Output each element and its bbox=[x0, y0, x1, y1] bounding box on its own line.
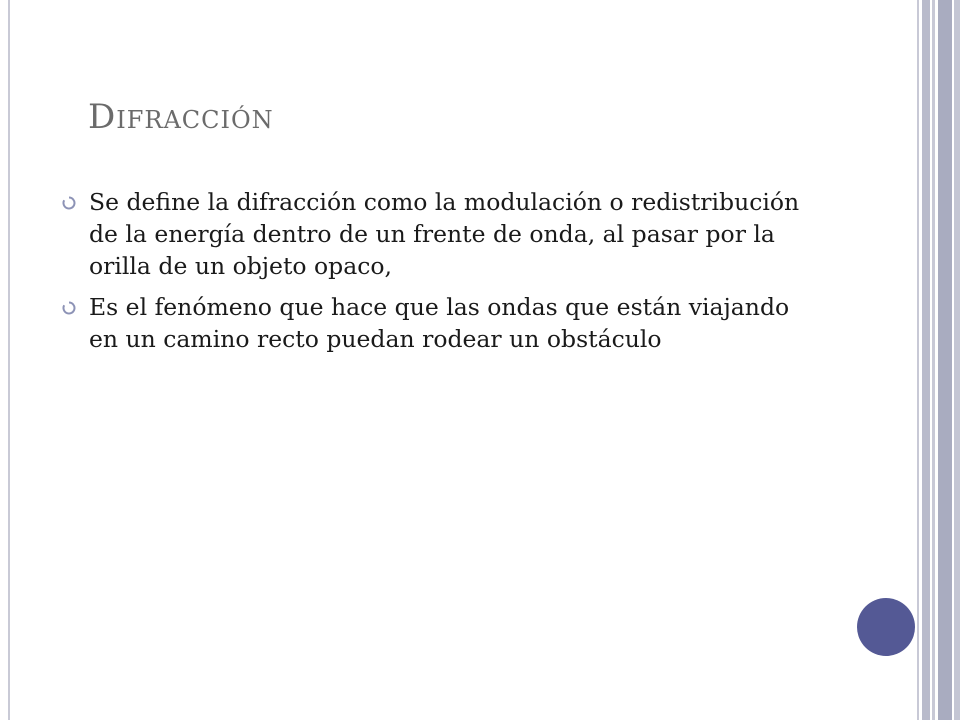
bullet-item bbox=[60, 186, 820, 282]
slide-title: Difracción bbox=[88, 97, 274, 137]
side-bar-decoration bbox=[922, 0, 930, 720]
frame-border bbox=[8, 0, 10, 720]
circle-icon bbox=[857, 598, 915, 656]
ring-bullet-icon bbox=[62, 301, 76, 315]
side-bar-decoration bbox=[917, 0, 919, 720]
bullet-text: Es el fenómeno que hace que las ondas que están viajando en un camino recto puedan rodear un obstáculo bbox=[89, 293, 790, 353]
bullet-item bbox=[60, 291, 820, 355]
side-bar-decoration bbox=[954, 0, 960, 720]
ring-bullet-icon bbox=[62, 196, 76, 210]
bullet-list bbox=[60, 186, 820, 364]
bullet-text: Se define la difracción como la modulación o redistribución de la energía dentro de un frente de onda, al pasar por la orilla de un objeto opaco, bbox=[89, 188, 800, 280]
side-bar-decoration bbox=[938, 0, 952, 720]
side-bar-decoration bbox=[932, 0, 935, 720]
